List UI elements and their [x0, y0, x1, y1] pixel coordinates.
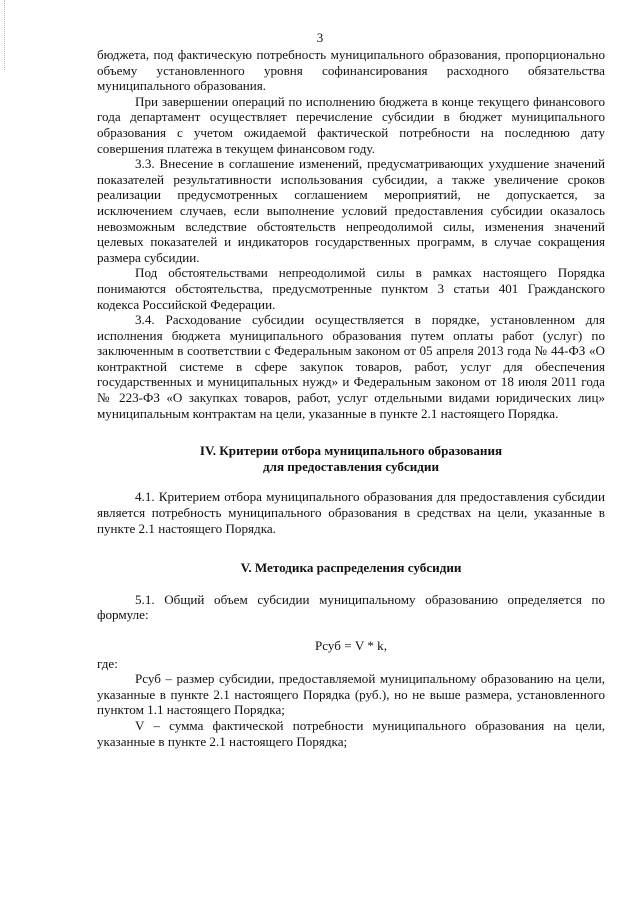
paragraph-3-3: 3.3. Внесение в соглашение изменений, предусматривающих ухудшение значений показателей результативности использования субсидии, а также увеличение сроков реализации предусмотренных соглашением мероприятий, не допускается, за исключением случаев, если выполнение условий предоставления субсидии оказалось невозможным вследствие обстоятельств непреодолимой силы, изменения значений целевых показателей и индикаторов государственных программ, в случае сокращения размера субсидии. — [97, 156, 605, 265]
paragraph: Под обстоятельствами непреодолимой силы в рамках настоящего Порядка понимаются обстоятельства, предусмотренные пунктом 3 статьи 401 Гражданского кодекса Российской Федерации. — [97, 265, 605, 312]
section-heading-iv-line2: для предоставления субсидии — [262, 458, 440, 474]
section-heading-v: V. Методика распределения субсидии — [240, 560, 462, 576]
section-heading-iv — [97, 443, 605, 474]
paragraph-5-1: 5.1. Общий объем субсидии муниципальному образованию определяется по формуле: — [97, 591, 605, 623]
paragraph-4-1: 4.1. Критерием отбора муниципального образования для предоставления субсидии является потребность муниципального образования в средствах на цели, указанные в пункте 2.1 настоящего Порядка. — [97, 489, 605, 536]
paragraph: При завершении операций по исполнению бюджета в конце текущего финансового года департамент осуществляет перечисление субсидии в бюджет муниципального образования с учетом ожидаемой фактической потребности на последнюю дату совершения платежа в текущем финансовом году. — [97, 93, 605, 156]
definition-v: V – сумма фактической потребности муниципального образования на цели, указанные в пункте 2.1 настоящего Порядка; — [97, 717, 605, 749]
section-heading-iv-line1: IV. Критерии отбора муниципального образования — [199, 443, 503, 459]
page-number: 3 — [316, 30, 324, 45]
definition-rsub: Рсуб – размер субсидии, предоставляемой муниципальному образованию на цели, указанные в пункте 2.1 настоящего Порядка (руб.), но не выше размера, установленного пунктом 1.1 настоящего Порядка; — [97, 671, 605, 718]
paragraph-3-4: 3.4. Расходование субсидии осуществляется в порядке, установленном для исполнения бюджета муниципального образования путем оплаты работ (услуг) по заключенным в соответствии с Федеральным законом от 05 апреля 2013 года № 44-ФЗ «О контрактной системе в сфере закупок товаров, работ, услуг для обеспечения государственных и муниципальных нужд» и Федеральным законом от 18 июля 2011 года № 223-ФЗ «О закупках товаров, работ, услуг отдельными видами юридических лиц» муниципальным контрактам на цели, указанные в пункте 2.1 настоящего Порядка. — [97, 312, 605, 421]
document-body — [97, 47, 605, 749]
formula: Рсуб = V * k, — [314, 638, 388, 653]
paragraph: бюджета, под фактическую потребность муниципального образования, пропорционально объему установленного уровня софинансирования расходного обязательства муниципального образования. — [97, 47, 605, 94]
paragraph-where: где: — [97, 655, 118, 671]
